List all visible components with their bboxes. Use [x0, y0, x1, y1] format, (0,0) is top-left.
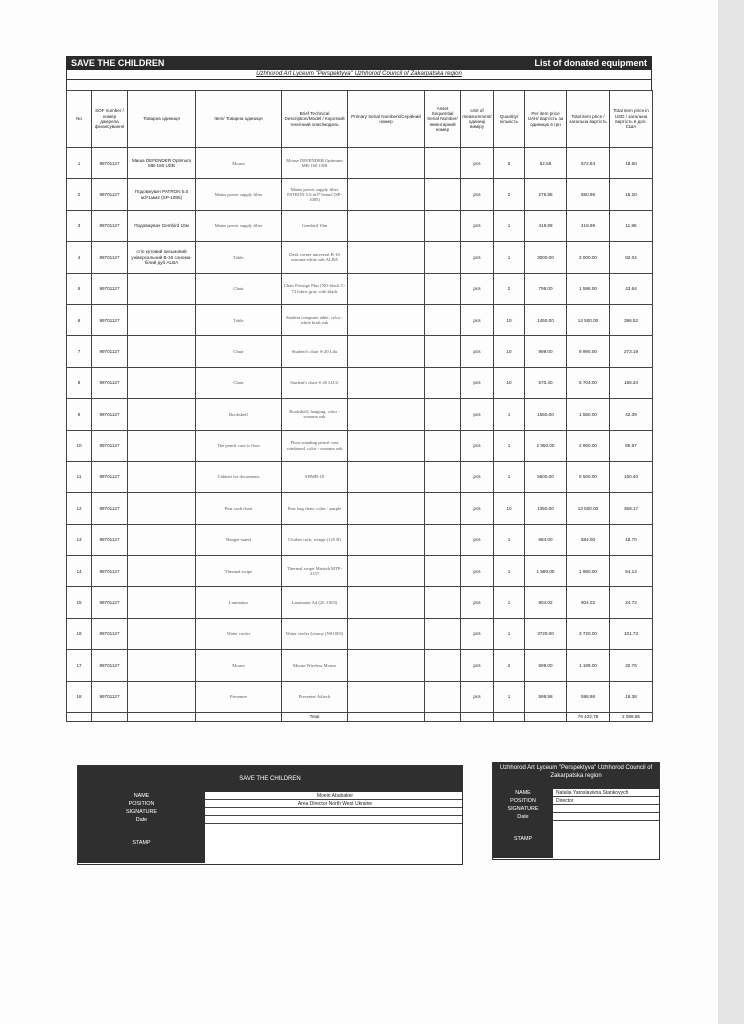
table-cell: 99701127 — [92, 148, 128, 179]
table-cell: 684.00 — [525, 524, 567, 555]
table-cell: Student computer table, color - white kraft oak — [282, 304, 348, 335]
table-cell: 99701127 — [92, 493, 128, 524]
table-cell: 1 — [494, 399, 525, 430]
table-cell: 3 — [67, 210, 92, 241]
table-cell — [425, 461, 461, 492]
signature-field — [205, 808, 462, 816]
table-cell: 1 — [67, 148, 92, 179]
table-cell — [348, 524, 425, 555]
column-header: No — [67, 91, 92, 148]
table-cell: Chair Prestige Plus (NO black C-73 fabric gray with black — [282, 273, 348, 304]
table-cell — [348, 210, 425, 241]
table-cell: 13 500.00 — [567, 493, 610, 524]
table-row — [67, 210, 653, 241]
table-cell: Mains power supply filter PATRON 5.0 m3*1mm2 (SP-1085) — [282, 179, 348, 210]
table-cell: 1 — [494, 242, 525, 273]
table-cell: pcs — [461, 524, 494, 555]
page-edge-shadow — [718, 0, 744, 1024]
column-header: Brief Technical Description/Model / Короткий технічний опис/модель — [282, 91, 348, 148]
table-cell — [425, 556, 461, 587]
table-row — [67, 367, 653, 398]
table-cell — [128, 399, 196, 430]
table-cell: pcs — [461, 304, 494, 335]
table-cell: Chair — [196, 336, 282, 367]
table-cell: 2 — [494, 650, 525, 681]
table-cell: Student's chair S-20 Lilu — [282, 336, 348, 367]
table-cell: Water cooler — [196, 618, 282, 649]
table-cell — [348, 336, 425, 367]
table-row — [67, 336, 653, 367]
table-cell — [425, 242, 461, 273]
table-cell: 1 — [494, 524, 525, 555]
table-cell: 99701127 — [92, 681, 128, 712]
table-cell — [348, 618, 425, 649]
table-cell — [425, 650, 461, 681]
table-cell — [425, 681, 461, 712]
table-cell: 101.73 — [610, 618, 653, 649]
column-header: Unit of measurement/ одиниці виміру — [461, 91, 494, 148]
document-title: List of donated equipment — [534, 58, 647, 68]
table-cell: Presenter — [196, 681, 282, 712]
column-header: Item/ Товарна одиниця — [196, 91, 282, 148]
table-cell: Mouse DEFENDER Optimum MB-160 USB — [282, 148, 348, 179]
table-cell: 396.52 — [610, 304, 653, 335]
table-cell: 15 — [67, 587, 92, 618]
table-row — [67, 556, 653, 587]
table-cell: 2 950.00 — [567, 430, 610, 461]
table-row — [67, 179, 653, 210]
signer-position: Area Director North West Ukraine — [205, 800, 462, 808]
table-cell — [425, 524, 461, 555]
table-cell: 1 550.00 — [567, 399, 610, 430]
table-cell — [425, 304, 461, 335]
table-cell — [425, 210, 461, 241]
total-cell — [196, 713, 282, 722]
table-cell: Gembird 10m — [282, 210, 348, 241]
table-cell — [128, 650, 196, 681]
table-cell: 99701127 — [92, 524, 128, 555]
table-cell — [128, 336, 196, 367]
signature-title: SAVE THE CHILDREN — [78, 766, 462, 792]
signature-title: Uzhhorod Art Lyceum "Perspektyva" Uzhhorod Council of Zakarpatska region — [493, 763, 659, 789]
table-cell — [128, 304, 196, 335]
table-cell: 6 — [67, 304, 92, 335]
table-cell: 17 — [67, 650, 92, 681]
table-cell — [425, 148, 461, 179]
table-row — [67, 304, 653, 335]
table-cell: Water cooler Lesnoy (NS1003) — [282, 618, 348, 649]
total-cell — [92, 713, 128, 722]
table-cell — [128, 430, 196, 461]
table-cell: 7 — [67, 336, 92, 367]
total-cell — [425, 713, 461, 722]
table-cell — [348, 681, 425, 712]
table-cell: 418.98 — [525, 210, 567, 241]
table-cell: Thermal swipe — [196, 556, 282, 587]
date-field — [205, 816, 462, 824]
table-cell: 1550.00 — [525, 399, 567, 430]
table-cell — [128, 461, 196, 492]
total-cell — [525, 713, 567, 722]
total-cell — [494, 713, 525, 722]
table-cell — [128, 273, 196, 304]
date-label: Date — [78, 816, 205, 824]
table-cell — [425, 336, 461, 367]
table-cell: 14 500.00 — [567, 304, 610, 335]
table-cell: 1 — [494, 556, 525, 587]
table-cell: 598.98 — [567, 681, 610, 712]
table-cell: 54.14 — [610, 556, 653, 587]
total-cell: 76 422.78 — [567, 713, 610, 722]
table-row — [67, 681, 653, 712]
table-cell: 1 596.00 — [567, 273, 610, 304]
table-row — [67, 148, 653, 179]
table-cell: 18.60 — [610, 148, 653, 179]
table-cell: Pear sack chair — [196, 493, 282, 524]
table-cell: The pencil case is floor — [196, 430, 282, 461]
table-cell: 16 — [67, 618, 92, 649]
table-cell: Cabinet for documents — [196, 461, 282, 492]
table-cell: Floor standing pencil case combined, color - sonoma oak — [282, 430, 348, 461]
signature-label: SIGNATURE — [78, 808, 205, 816]
table-cell: pcs — [461, 618, 494, 649]
table-cell: pcs — [461, 650, 494, 681]
table-cell — [348, 242, 425, 273]
equipment-table — [66, 90, 653, 722]
table-cell: 99701127 — [92, 179, 128, 210]
table-cell: 32.76 — [610, 650, 653, 681]
table-cell: 99701127 — [92, 210, 128, 241]
table-cell: pcs — [461, 399, 494, 430]
table-cell: pcs — [461, 493, 494, 524]
total-row — [67, 713, 653, 722]
table-row — [67, 524, 653, 555]
total-cell — [348, 713, 425, 722]
table-cell: 42.39 — [610, 399, 653, 430]
table-cell: 369.17 — [610, 493, 653, 524]
total-cell — [67, 713, 92, 722]
table-row — [67, 273, 653, 304]
table-cell: 275.98 — [525, 179, 567, 210]
signature-label: SIGNATURE — [493, 805, 553, 813]
table-cell: 1450.00 — [525, 304, 567, 335]
table-cell: 99701127 — [92, 242, 128, 273]
table-cell: 99701127 — [92, 304, 128, 335]
table-header-row — [67, 91, 653, 148]
date-field — [553, 813, 659, 821]
table-cell: 5 — [67, 273, 92, 304]
signer-name: Natalia Yaroslavivna Stankovych — [553, 789, 659, 797]
stamp-field — [205, 824, 462, 863]
table-cell: 273.19 — [610, 336, 653, 367]
table-row — [67, 242, 653, 273]
column-header: Total item price / загальна вартість — [567, 91, 610, 148]
table-cell: 11.86 — [610, 210, 653, 241]
table-cell: 5 — [494, 148, 525, 179]
table-cell: Mains power supply filter — [196, 179, 282, 210]
table-cell — [348, 650, 425, 681]
table-cell — [348, 304, 425, 335]
position-label: POSITION — [493, 797, 553, 805]
column-header: Asset Sequential Serial Number/ Інвентарний номер — [425, 91, 461, 148]
table-cell — [348, 273, 425, 304]
table-cell: Chair — [196, 273, 282, 304]
table-cell: pcs — [461, 430, 494, 461]
table-cell — [425, 587, 461, 618]
table-cell: 8 — [67, 367, 92, 398]
table-cell — [348, 179, 425, 210]
table-cell — [348, 556, 425, 587]
table-cell: 99701127 — [92, 367, 128, 398]
table-cell: 3000.00 — [525, 242, 567, 273]
table-cell: pcs — [461, 148, 494, 179]
table-cell: 52.56 — [525, 148, 567, 179]
table-cell: 1 — [494, 210, 525, 241]
table-cell: Table — [196, 242, 282, 273]
table-row — [67, 430, 653, 461]
table-cell: 5 704.00 — [567, 367, 610, 398]
position-label: POSITION — [78, 800, 205, 808]
table-cell — [128, 556, 196, 587]
table-cell: 99701127 — [92, 587, 128, 618]
table-cell: 2 — [67, 179, 92, 210]
table-cell — [425, 618, 461, 649]
total-cell — [461, 713, 494, 722]
table-cell: 5500.00 — [525, 461, 567, 492]
table-cell — [348, 493, 425, 524]
table-cell: Desk corner universal B-16 sonoma-white oak ALBA — [282, 242, 348, 273]
table-cell: 2 — [494, 273, 525, 304]
table-cell: Chair — [196, 367, 282, 398]
table-cell — [425, 273, 461, 304]
total-cell: 2 089.85 — [610, 713, 653, 722]
table-cell: 10 — [494, 493, 525, 524]
table-cell — [348, 461, 425, 492]
table-cell: Bookshelf — [196, 399, 282, 430]
table-cell — [128, 367, 196, 398]
table-cell: pcs — [461, 210, 494, 241]
table-cell — [348, 148, 425, 179]
table-cell: Mouse — [196, 148, 282, 179]
table-row — [67, 618, 653, 649]
signer-name: Moein Abubaker — [205, 792, 462, 800]
total-cell — [128, 713, 196, 722]
signer-position: Director — [553, 797, 659, 805]
table-cell: Laminator A4 (2L-1003) — [282, 587, 348, 618]
table-row — [67, 461, 653, 492]
table-cell: 24.72 — [610, 587, 653, 618]
table-cell: 1 980.00 — [525, 556, 567, 587]
table-cell — [425, 430, 461, 461]
name-label: NAME — [78, 792, 205, 800]
table-cell: Mouse Wireless Mouse — [282, 650, 348, 681]
table-cell: pcs — [461, 367, 494, 398]
table-cell: 1350.00 — [525, 493, 567, 524]
table-cell: 1 198.00 — [567, 650, 610, 681]
recipient-subtitle: Uzhhorod Art Lyceum "Perspektyva" Uzhhorod Council of Zakarpatska region — [66, 70, 652, 80]
table-cell: 18.70 — [610, 524, 653, 555]
spacer — [66, 80, 652, 90]
table-row — [67, 587, 653, 618]
table-cell — [425, 399, 461, 430]
table-cell — [348, 399, 425, 430]
title-bar — [66, 56, 652, 70]
table-cell: 82.04 — [610, 242, 653, 273]
table-cell: 1 — [494, 430, 525, 461]
table-cell: Подовжувач PATRON 5.0 м3*1мм2 (SP-1085) — [128, 179, 196, 210]
table-cell — [128, 493, 196, 524]
table-cell: pcs — [461, 461, 494, 492]
table-cell: 80.67 — [610, 430, 653, 461]
table-cell: 5 500.00 — [567, 461, 610, 492]
table-cell: 99701127 — [92, 461, 128, 492]
table-cell: 684.00 — [567, 524, 610, 555]
stamp-field — [553, 821, 659, 858]
table-cell: pcs — [461, 179, 494, 210]
table-cell — [128, 618, 196, 649]
table-cell — [348, 430, 425, 461]
table-cell: Mouse — [196, 650, 282, 681]
column-header: Total item price in USD / загальна вартість в дол. США — [610, 91, 653, 148]
table-cell: 3720.00 — [525, 618, 567, 649]
signature-field — [553, 805, 659, 813]
name-label: NAME — [493, 789, 553, 797]
table-cell: pcs — [461, 242, 494, 273]
table-cell: 4 — [67, 242, 92, 273]
table-cell: 1 — [494, 618, 525, 649]
table-cell: 99701127 — [92, 273, 128, 304]
table-cell: 99701127 — [92, 336, 128, 367]
table-cell: 15.20 — [610, 179, 653, 210]
table-cell: 9 990.00 — [567, 336, 610, 367]
table-cell: 1 — [494, 461, 525, 492]
table-cell: 156.34 — [610, 367, 653, 398]
org-name: SAVE THE CHILDREN — [71, 58, 165, 68]
column-header: Товарна одиниця — [128, 91, 196, 148]
table-cell: pcs — [461, 681, 494, 712]
column-header: Primary Serial Numbers/Серійний номер — [348, 91, 425, 148]
table-row — [67, 399, 653, 430]
table-cell: стіл кутовий письмовий універсальний В-16 сонома-білий дуб ALBA — [128, 242, 196, 273]
table-cell: 904.02 — [525, 587, 567, 618]
table-cell — [425, 367, 461, 398]
table-cell: Bookshelf, hanging, color - sonoma oak — [282, 399, 348, 430]
signature-block-save-the-children — [77, 765, 463, 865]
table-cell: 18 — [67, 681, 92, 712]
table-cell: pcs — [461, 336, 494, 367]
table-cell: 1 — [494, 587, 525, 618]
table-cell: Pear bag chair, color - purple — [282, 493, 348, 524]
table-cell — [348, 587, 425, 618]
stamp-label: STAMP — [493, 821, 553, 858]
table-cell: 99701127 — [92, 399, 128, 430]
table-cell: Clothes rack, wenge (125 B) — [282, 524, 348, 555]
table-cell — [128, 587, 196, 618]
table-cell: 10 — [67, 430, 92, 461]
table-cell: 99701127 — [92, 618, 128, 649]
table-cell: 13 — [67, 524, 92, 555]
table-cell: 999.00 — [525, 336, 567, 367]
table-cell: pcs — [461, 273, 494, 304]
table-cell: 99701127 — [92, 556, 128, 587]
table-row — [67, 493, 653, 524]
column-header: Quantity/ кількість — [494, 91, 525, 148]
stamp-label: STAMP — [78, 824, 205, 863]
table-cell: Mains power supply filter — [196, 210, 282, 241]
column-header: SOF number / номер джерела фінансування — [92, 91, 128, 148]
table-cell: 672.84 — [567, 148, 610, 179]
total-cell: Total — [282, 713, 348, 722]
equipment-sheet — [66, 56, 652, 722]
table-cell: 10 — [494, 367, 525, 398]
date-label: Date — [493, 813, 553, 821]
table-cell: Миша DEFENDER Optimum MB-160 USB — [128, 148, 196, 179]
table-cell: 418.98 — [567, 210, 610, 241]
table-cell: Student's chair S-20 LILU — [282, 367, 348, 398]
table-cell: Hanger-stand — [196, 524, 282, 555]
table-cell: 2 — [494, 179, 525, 210]
table-cell: 9 — [67, 399, 92, 430]
table-cell: 12 — [67, 493, 92, 524]
table-cell: 1 — [494, 681, 525, 712]
table-row — [67, 650, 653, 681]
table-cell: 11 — [67, 461, 92, 492]
table-cell: Table — [196, 304, 282, 335]
table-cell: 10 — [494, 304, 525, 335]
table-cell: 598.98 — [525, 681, 567, 712]
column-header: Per item price UAH/ вартість за одиницю в грн — [525, 91, 567, 148]
table-cell — [425, 179, 461, 210]
table-cell: pcs — [461, 556, 494, 587]
table-cell: 550.96 — [567, 179, 610, 210]
table-cell: 43.64 — [610, 273, 653, 304]
table-cell — [348, 367, 425, 398]
table-cell: pcs — [461, 587, 494, 618]
table-cell — [128, 524, 196, 555]
table-cell: Laminator — [196, 587, 282, 618]
table-cell: 14 — [67, 556, 92, 587]
table-cell: 2 950.00 — [525, 430, 567, 461]
table-cell: 99701127 — [92, 430, 128, 461]
table-cell: Thermal swipe Mirsteh MTP-2157 — [282, 556, 348, 587]
table-cell: 99701127 — [92, 650, 128, 681]
table-cell: 150.40 — [610, 461, 653, 492]
table-cell: 904.02 — [567, 587, 610, 618]
table-cell: 10 — [494, 336, 525, 367]
table-cell: Presenter A4tech — [282, 681, 348, 712]
table-cell: 3 720.00 — [567, 618, 610, 649]
table-cell: 798.00 — [525, 273, 567, 304]
table-cell: 599.00 — [525, 650, 567, 681]
table-cell: Подовжувач Gembird 10м — [128, 210, 196, 241]
table-cell: 570.40 — [525, 367, 567, 398]
table-cell: 1 980.00 — [567, 556, 610, 587]
table-cell — [128, 681, 196, 712]
table-cell — [425, 493, 461, 524]
table-cell: 3 000.00 — [567, 242, 610, 273]
table-cell: SHMB-18 — [282, 461, 348, 492]
signature-block-lyceum — [492, 762, 660, 860]
table-cell: 16.38 — [610, 681, 653, 712]
